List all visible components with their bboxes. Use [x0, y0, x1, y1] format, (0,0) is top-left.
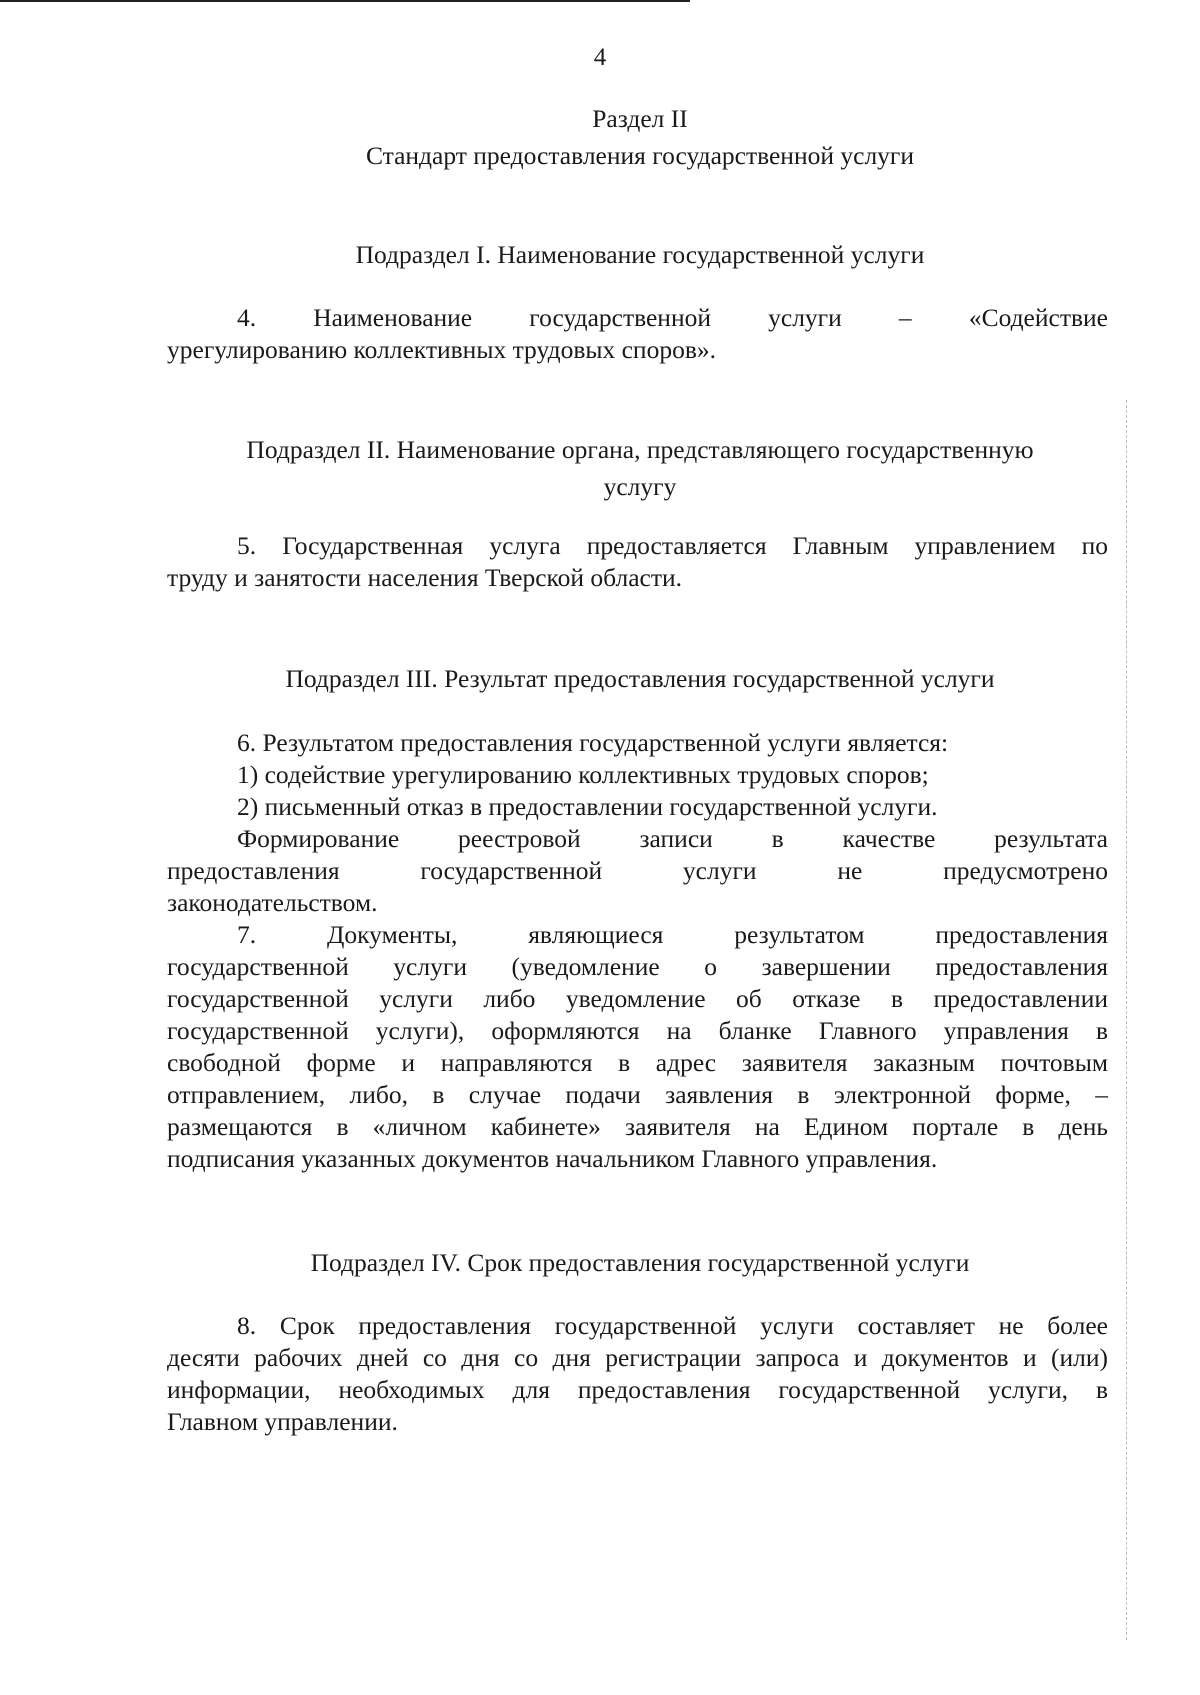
paragraph-line: 4. Наименование государственной услуги – «Содействие — [237, 303, 1108, 332]
subsection-4-heading: Подраздел IV. Срок предоставления государственной услуги — [310, 1248, 970, 1277]
paragraph-line: государственной услуги либо уведомление об отказе в предоставлении — [167, 984, 1108, 1013]
subsection-4-body — [167, 1310, 1108, 1438]
paragraph-line: предоставления государственной услуги не предусмотрено — [167, 856, 1108, 885]
paragraph-line: 2) письменный отказ в предоставлении государственной услуги. — [237, 792, 938, 821]
paragraph-line: информации, необходимых для предоставления государственной услуги, в — [167, 1375, 1108, 1404]
subsection-1-body — [167, 302, 1108, 366]
paragraph-line: труду и занятости населения Тверской области. — [167, 563, 682, 592]
paragraph-line: государственной услуги (уведомление о завершении предоставления — [167, 952, 1108, 981]
paragraph-line: отправлением, либо, в случае подачи заявления в электронной форме, – — [167, 1080, 1108, 1109]
subsection-2-heading-line-2: услугу — [603, 472, 677, 501]
paragraph-line: урегулированию коллективных трудовых споров». — [167, 335, 716, 364]
paragraph-line: законодательством. — [167, 888, 378, 917]
page-number: 4 — [593, 44, 607, 71]
paragraph-line: свободной форме и направляются в адрес заявителя заказным почтовым — [167, 1048, 1108, 1077]
scan-margin-artifact — [1126, 400, 1129, 1640]
subsection-3-body — [167, 727, 1108, 1175]
paragraph-line: Главном управлении. — [167, 1407, 398, 1436]
section-title: Раздел II — [592, 104, 688, 133]
subsection-2-heading-line-1: Подраздел II. Наименование органа, представляющего государственную — [246, 435, 1034, 464]
paragraph-line: размещаются в «личном кабинете» заявителя на Едином портале в день — [167, 1112, 1108, 1141]
subsection-3-heading: Подраздел III. Результат предоставления государственной услуги — [285, 664, 995, 693]
scan-top-edge-line — [0, 0, 690, 2]
subsection-2-body — [167, 530, 1108, 594]
section-subtitle: Стандарт предоставления государственной услуги — [365, 141, 915, 170]
paragraph-line: подписания указанных документов начальником Главного управления. — [167, 1144, 938, 1173]
paragraph-line: десяти рабочих дней со дня со дня регистрации запроса и документов и (или) — [167, 1343, 1108, 1372]
paragraph-line: 5. Государственная услуга предоставляется Главным управлением по — [237, 531, 1108, 560]
paragraph-line: 1) содействие урегулированию коллективных трудовых споров; — [237, 760, 929, 789]
paragraph-line: государственной услуги), оформляются на бланке Главного управления в — [167, 1016, 1108, 1045]
paragraph-line: 7. Документы, являющиеся результатом предоставления — [237, 920, 1108, 949]
paragraph-line: 8. Срок предоставления государственной услуги составляет не более — [237, 1311, 1108, 1340]
subsection-1-heading: Подраздел I. Наименование государственной услуги — [355, 240, 925, 269]
paragraph-line: 6. Результатом предоставления государственной услуги является: — [237, 728, 949, 757]
paragraph-line: Формирование реестровой записи в качестве результата — [237, 824, 1108, 853]
